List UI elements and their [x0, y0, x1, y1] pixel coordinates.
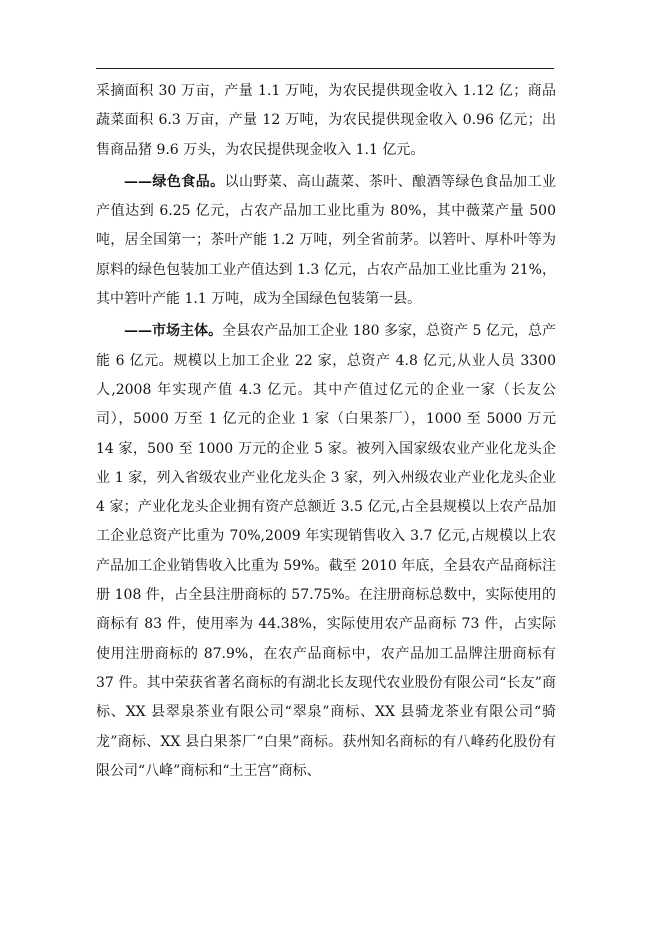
paragraph-heading: ——绿色食品。 — [124, 173, 225, 190]
paragraph-harvest-stats — [96, 77, 556, 165]
header-rule — [96, 68, 554, 69]
paragraph-green-food — [96, 168, 556, 314]
document-body — [96, 77, 556, 786]
paragraph-text: 全县农产品加工企业 180 多家，总资产 5 亿元，总产能 6 亿元。规模以上加工企业 22 家，总资产 4.8 亿元,从业人员 3300 人,2008 年实现产值 4.3 亿元。其中产值过亿元的企业一家（长友公司），5000 万至 1 亿元的企业 1 家（白果茶厂），1000 至 5000 万元 14 家，500 至 1000 万元的企业 5 家。被列入国家级农业产业化龙头企业 1 家，列入省级农业产业化龙头企 3 家，列入州级农业产业化龙头企业 4 家；产业化龙头企业拥有资产总额近 3.5 亿元,占全县规模以上农产品加工企业总资产比重为 70%,2009 年实现销售收入 3.7 亿元,占规模以上农产品加工企业销售收入比重为 59%。截至 2010 年底，全县农产品商标注册 108 件，占全县注册商标的 57.75%。在注册商标总数中，实际使用的商标有 83 件，使用率为 44.38%，实际使用农产品商标 73 件，占实际使用注册商标的 87.9%，在农产品商标中，农产品加工品牌注册商标有 37 件。其中荣获省著名商标的有湖北长友现代农业股份有限公司“长友”商标、XX 县翠泉茶业有限公司“翠泉”商标、XX 县骑龙茶业有限公司“骑龙”商标、XX 县白果茶厂“白果”商标。获州知名商标的有八峰药化股份有限公司“八峰”商标和“土王宫”商标、 — [96, 323, 556, 779]
paragraph-text: 以山野菜、高山蔬菜、茶叶、酿酒等绿色食品加工业产值达到 6.25 亿元，占农产品加工业比重为 80%，其中薇菜产量 500 吨，居全国第一；茶叶产能 1.2 万吨，列全省前茅。以箬叶、厚朴叶等为原料的绿色包装加工业产值达到 1.3 亿元，占农产品加工业比重为 21%，其中箬叶产能 1.1 万吨，成为全国绿色包装第一县。 — [96, 173, 557, 308]
paragraph-text: 采摘面积 30 万亩，产量 1.1 万吨，为农民提供现金收入 1.12 亿；商品蔬菜面积 6.3 万亩，产量 12 万吨，为农民提供现金收入 0.96 亿元；出售商品猪 9.6 万头，为农民提供现金收入 1.1 亿元。 — [96, 83, 556, 158]
paragraph-heading: ——市场主体。 — [124, 323, 223, 340]
paragraph-market-entities — [96, 317, 556, 786]
